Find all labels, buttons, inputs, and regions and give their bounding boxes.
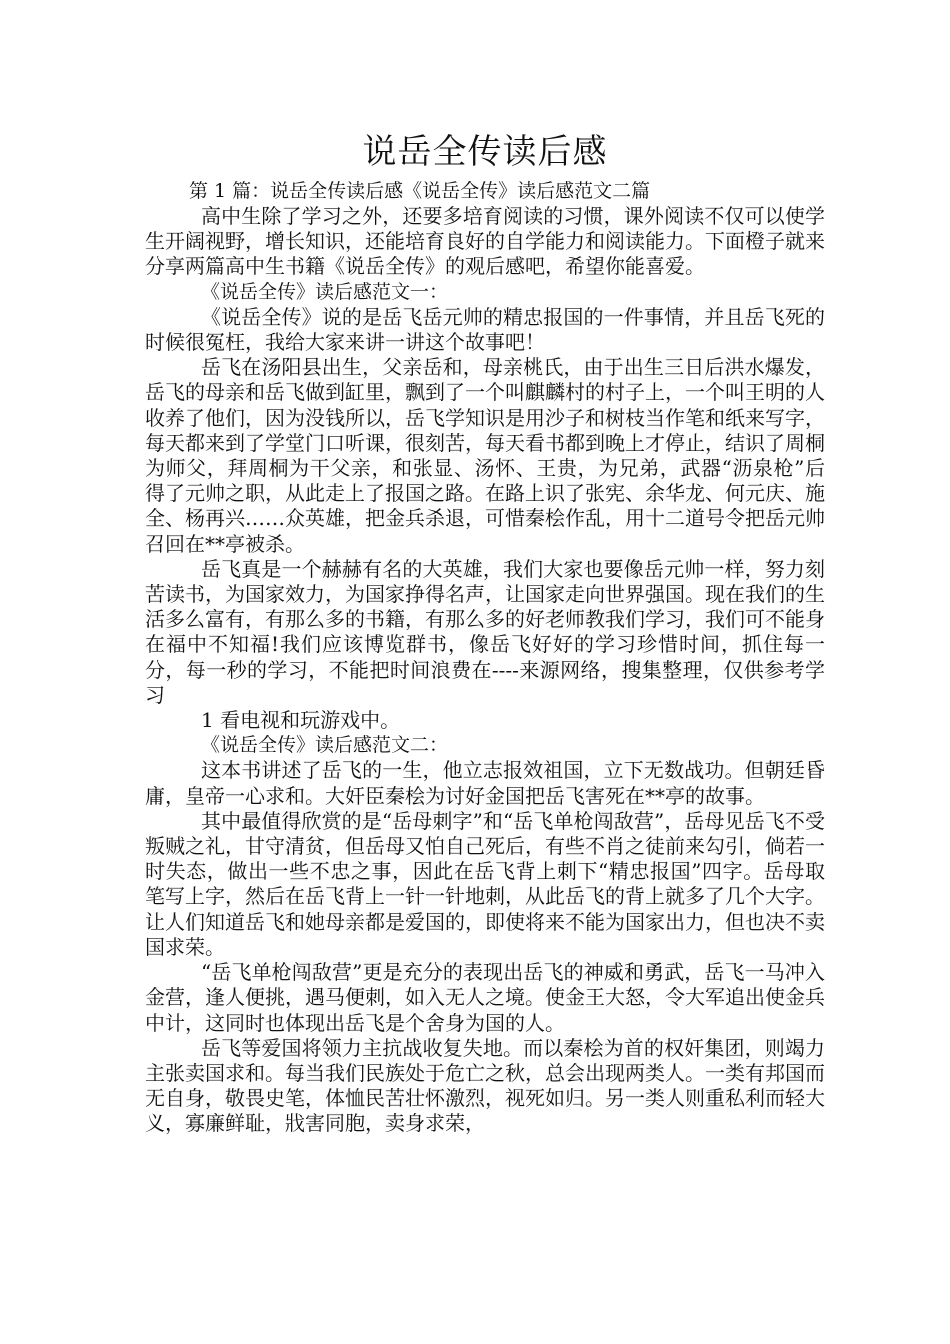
body-paragraph: 这本书讲述了岳飞的一生，他立志报效祖国，立下无数战功。但朝廷昏庸，皇帝一心求和。大奸臣秦桧为讨好金国把岳飞害死在**亭的故事。 (145, 758, 825, 808)
body-paragraph: “岳飞单枪闯敌营”更是充分的表现出岳飞的神威和勇武，岳飞一马冲入金营，逢人便挑，遇马便刺，如入无人之境。使金王大怒，令大军追出使金兵中计，这同时也体现出岳飞是个舍身为国的人。 (145, 960, 825, 1035)
body-paragraph: 其中最值得欣赏的是“岳母刺字”和“岳飞单枪闯敌营”，岳母见岳飞不受叛贼之礼，甘守清贫，但岳母又怕自己死后，有些不肖之徒前来勾引，倘若一时失态，做出一些不忠之事，因此在岳飞背上刺下“精忠报国”四字。岳母取笔写上字，然后在岳飞背上一针一针地刺，从此岳飞的背上就多了几个大字。让人们知道岳飞和她母亲都是爱国的，即使将来不能为国家出力，但也决不卖国求荣。 (145, 808, 825, 959)
body-paragraph: 岳飞在汤阳县出生，父亲岳和，母亲桃氏，由于出生三日后洪水爆发，岳飞的母亲和岳飞做到缸里，飘到了一个叫麒麟村的村子上，一个叫王明的人收养了他们，因为没钱所以，岳飞学知识是用沙子和树枝当作笔和纸来写字，每天都来到了学堂门口听课，很刻苦，每天看书都到晚上才停止，结识了周桐为师父，拜周桐为干父亲，和张显、汤怀、王贵，为兄弟，武器“沥泉枪”后得了元帅之职，从此走上了报国之路。在路上识了张宪、余华龙、何元庆、施全、杨再兴……众英雄，把金兵杀退，可惜秦桧作乱，用十二道号令把岳元帅召回在**亭被杀。 (145, 355, 825, 556)
body-paragraph: 岳飞等爱国将领力主抗战收复失地。而以秦桧为首的权奸集团，则竭力主张卖国求和。每当我们民族处于危亡之秋，总会出现两类人。一类有邦国而无自身，敬畏史笔，体恤民苦壮怀激烈，视死如归。另一类人则重私利而轻大义，寡廉鲜耻，戕害同胞，卖身求荣， (145, 1035, 825, 1136)
document-title: 说岳全传读后感 (362, 132, 608, 172)
document-page (145, 130, 825, 1137)
essay-one-label: 《说岳全传》读后感范文一： (201, 280, 449, 303)
body-paragraph: 《说岳全传》说的是岳飞岳元帅的精忠报国的一件事情，并且岳飞死的时候很冤枉，我给大家来讲一讲这个故事吧！ (145, 304, 825, 355)
body-paragraph: 高中生除了学习之外，还要多培育阅读的习惯，课外阅读不仅可以使学生开阔视野，增长知识，还能培育良好的自学能力和阅读能力。下面橙子就来分享两篇高中生书籍《说岳全传》的观后感吧，希望你能喜爱。 (145, 204, 825, 279)
essay-two-label: 《说岳全传》读后感范文二： (201, 734, 449, 757)
body-paragraph: 1 看电视和玩游戏中。 (201, 708, 401, 733)
section-heading: 第 1 篇：说岳全传读后感《说岳全传》读后感范文二篇 (189, 180, 651, 202)
body-paragraph: 岳飞真是一个赫赫有名的大英雄，我们大家也要像岳元帅一样，努力刻苦读书，为国家效力，为国家挣得名声，让国家走向世界强国。现在我们的生活多么富有，有那么多的书籍，有那么多的好老师教我们学习，我们可不能身在福中不知福!我们应该博览群书，像岳飞好好的学习珍惜时间，抓住每一分，每一秒的学习，不能把时间浪费在----来源网络，搜集整理，仅供参考学习 (145, 556, 825, 707)
